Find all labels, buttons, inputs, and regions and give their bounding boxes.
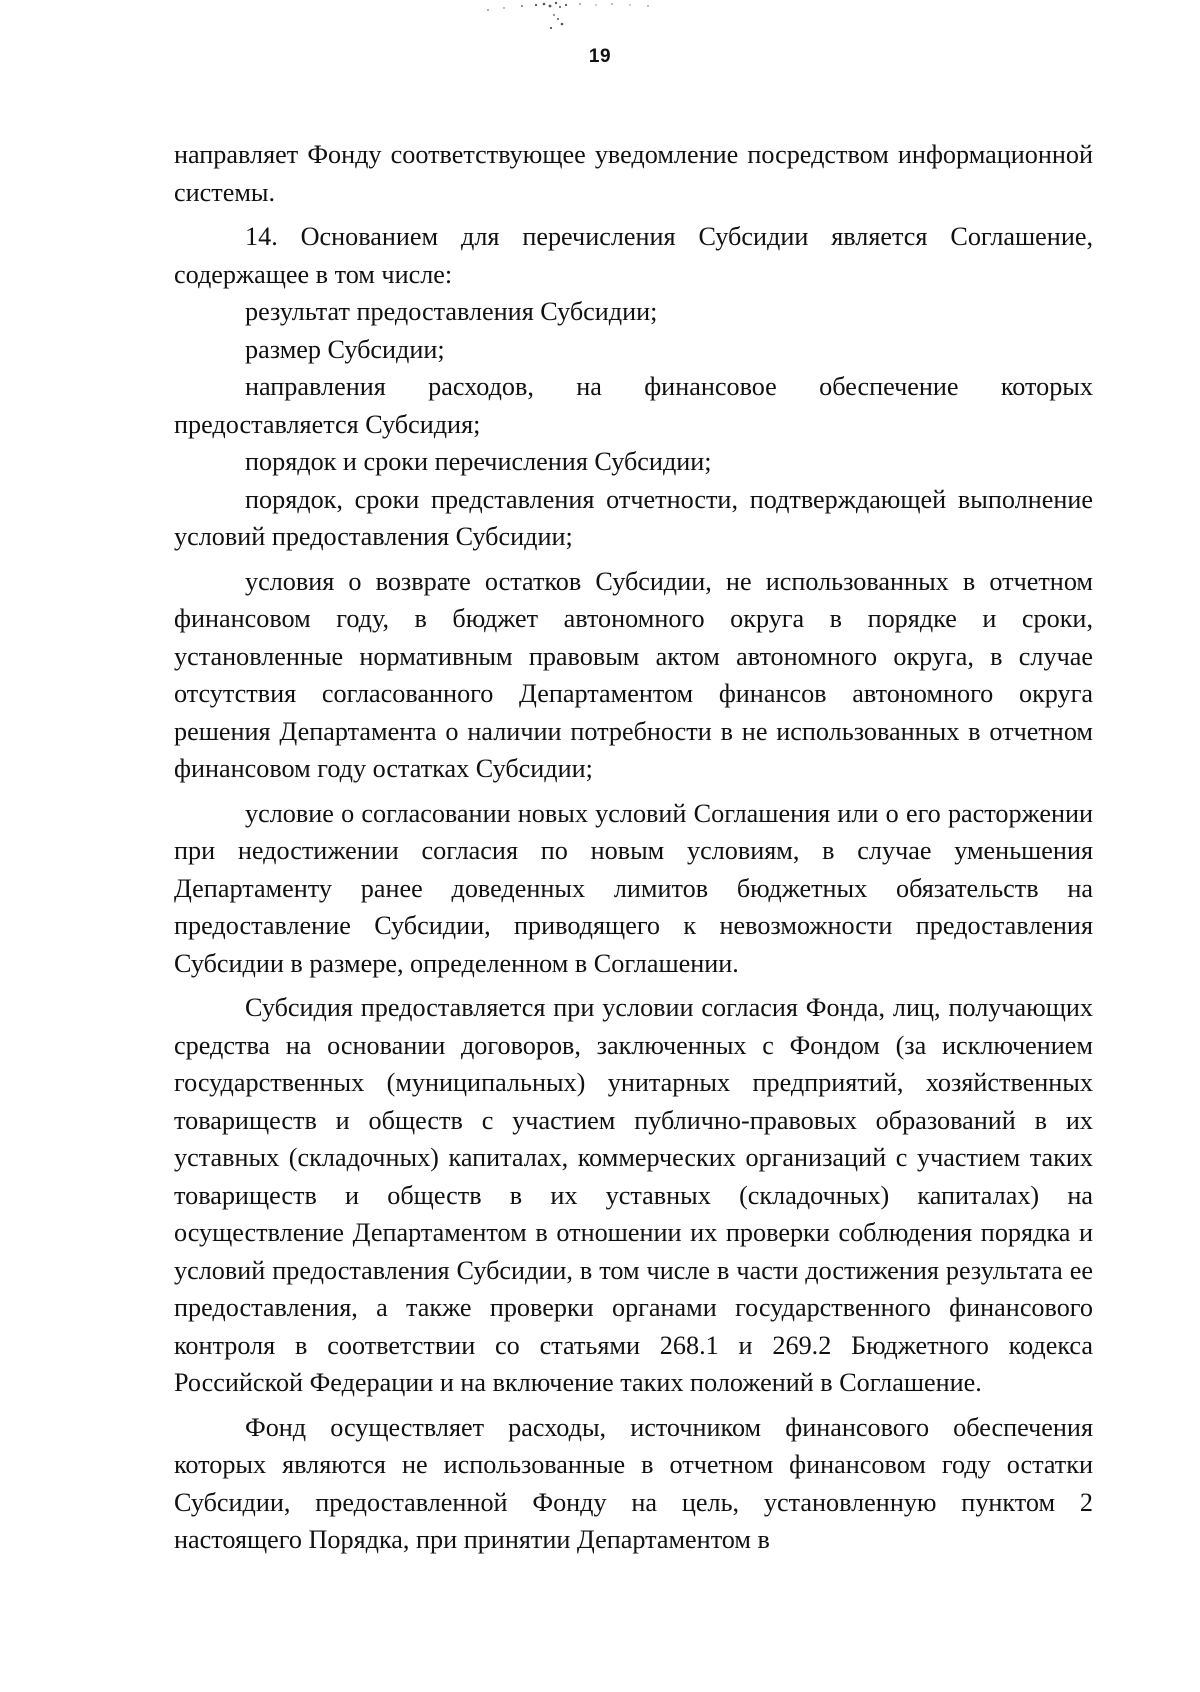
paragraph: направления расходов, на финансовое обеспечение которых предоставляется Субсидия; <box>174 372 1093 439</box>
paragraph: размер Субсидии; <box>245 334 445 364</box>
scan-artifact-specks <box>470 0 710 40</box>
document-body <box>174 136 1093 1559</box>
page-number: 19 <box>588 46 612 67</box>
paragraph: условия о возврате остатков Субсидии, не использованных в отчетном финансовом году, в бюджет автономного округа в порядке и сроки, установленные нормативным правовым актом автономного округа, в случае отсутствия согласованного Департаментом финансов автономного округа решения Департамента о наличии потребности в не использованных в отчетном финансовом году остатках Субсидии; <box>174 566 1093 783</box>
paragraph: 14. Основанием для перечисления Субсидии является Соглашение, содержащее в том числе: <box>174 222 1093 289</box>
paragraph: порядок и сроки перечисления Субсидии; <box>245 447 712 476</box>
paragraph: Субсидия предоставляется при условии согласия Фонда, лиц, получающих средства на основании договоров, заключенных с Фондом (за исключением государственных (муниципальных) унитарных предприятий, хозяйственных товариществ и обществ с участием публично-правовых образований в их уставных (складочных) капиталах, коммерческих организаций с участием таких товариществ и обществ в их уставных (складочных) капиталах) на осуществление Департаментом в отношении их проверки соблюдения порядка и условий предоставления Субсидии, в том числе в части достижения результата ее предоставления, а также проверки органами государственного финансового контроля в соответствии со статьями 268.1 и 269.2 Бюджетного кодекса Российской Федерации и на включение таких положений в Соглашение. <box>174 993 1093 1397</box>
paragraph: направляет Фонду соответствующее уведомление посредством информационной системы. <box>174 140 1093 207</box>
paragraph: условие о согласовании новых условий Соглашения или о его расторжении при недостижении согласия по новым условиям, в случае уменьшения Департаменту ранее доведенных лимитов бюджетных обязательств на предоставление Субсидии, приводящего к невозможности предоставления Субсидии в размере, определенном в Соглашении. <box>174 798 1093 978</box>
paragraph: результат предоставления Субсидии; <box>245 297 658 326</box>
paragraph: порядок, сроки представления отчетности, подтверждающей выполнение условий предоставления Субсидии; <box>174 484 1093 551</box>
paragraph: Фонд осуществляет расходы, источником финансового обеспечения которых являются не использованные в отчетном финансовом году остатки Субсидии, предоставленной Фонду на цель, установленную пунктом 2 настоящего Порядка, при принятии Департаментом в <box>174 1412 1093 1554</box>
